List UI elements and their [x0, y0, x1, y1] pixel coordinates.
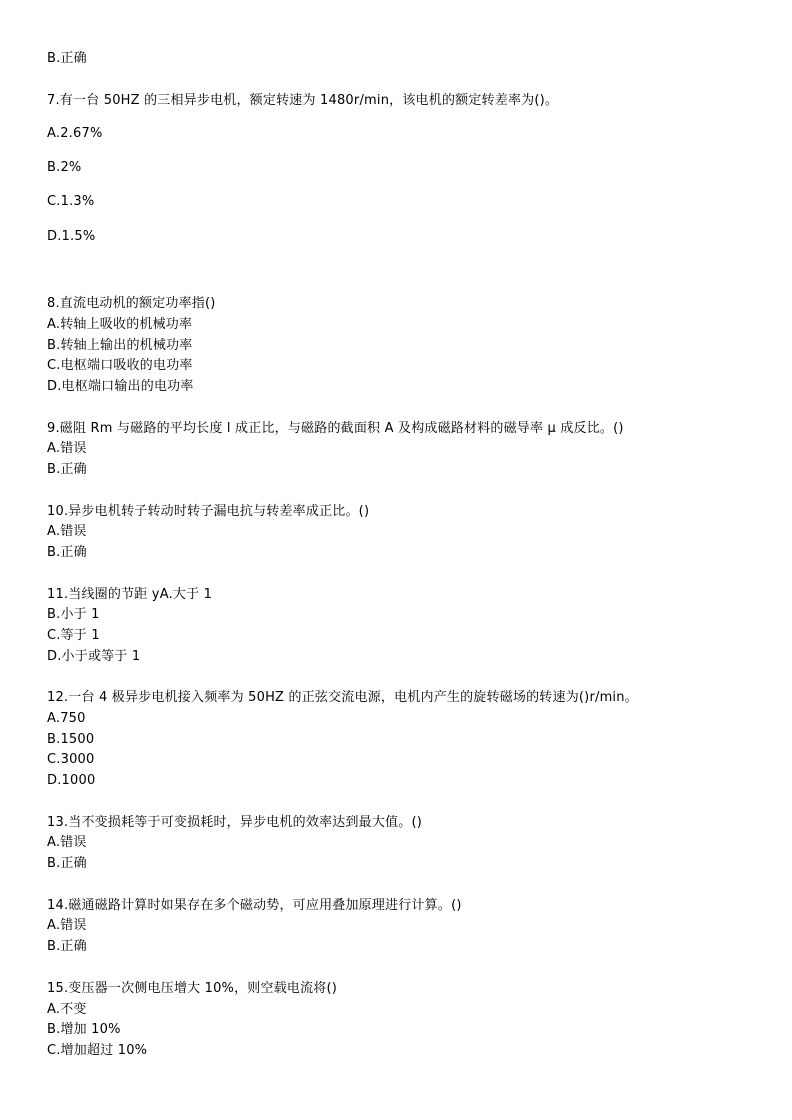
answer-option: D.1000	[47, 773, 96, 788]
answer-option: D.小于或等于 1	[47, 649, 141, 664]
question-10: 10.异步电机转子转动时转子漏电抗与转差率成正比。()	[47, 504, 370, 519]
answer-option: A.不变	[47, 1002, 87, 1017]
answer-option: C.等于 1	[47, 628, 100, 643]
answer-option: B.正确	[47, 856, 87, 871]
answer-option: B.2%	[47, 160, 82, 175]
answer-option: A.2.67%	[47, 126, 103, 141]
answer-option: C.增加超过 10%	[47, 1043, 148, 1058]
question-13: 13.当不变损耗等于可变损耗时，异步电机的效率达到最大值。()	[47, 815, 423, 830]
answer-option: D.1.5%	[47, 229, 96, 244]
answer-option: A.错误	[47, 835, 87, 850]
question-15: 15.变压器一次侧电压增大 10%，则空载电流将()	[47, 981, 338, 996]
question-9: 9.磁阻 Rm 与磁路的平均长度 l 成正比，与磁路的截面积 A 及构成磁路材料的磁导率 μ 成反比。()	[47, 421, 624, 436]
question-11: 11.当线圈的节距 yA.大于 1	[47, 587, 213, 602]
answer-option: B.正确	[47, 545, 87, 560]
answer-option: A.错误	[47, 524, 87, 539]
answer-option: B.正确	[47, 462, 87, 477]
answer-option: B.正确	[47, 939, 87, 954]
answer-option: C.1.3%	[47, 194, 95, 209]
answer-option: A.750	[47, 711, 86, 726]
question-14: 14.磁通磁路计算时如果存在多个磁动势，可应用叠加原理进行计算。()	[47, 898, 462, 913]
question-8: 8.直流电动机的额定功率指()	[47, 296, 216, 311]
question-12: 12.一台 4 极异步电机接入频率为 50HZ 的正弦交流电源，电机内产生的旋转磁场的转速为()r/min。	[47, 690, 638, 705]
answer-option: A.错误	[47, 918, 87, 933]
answer-option: B.增加 10%	[47, 1022, 121, 1037]
answer-option: C.3000	[47, 752, 95, 767]
answer-option: B.1500	[47, 732, 95, 747]
question-7: 7.有一台 50HZ 的三相异步电机，额定转速为 1480r/min，该电机的额定转差率为()。	[47, 93, 559, 108]
answer-option: B.正确	[47, 51, 87, 66]
answer-option: C.电枢端口吸收的电功率	[47, 358, 193, 373]
answer-option: A.转轴上吸收的机械功率	[47, 317, 193, 332]
answer-option: A.错误	[47, 441, 87, 456]
answer-option: B.小于 1	[47, 607, 100, 622]
answer-option: D.电枢端口输出的电功率	[47, 379, 194, 394]
answer-option: B.转轴上输出的机械功率	[47, 338, 193, 353]
